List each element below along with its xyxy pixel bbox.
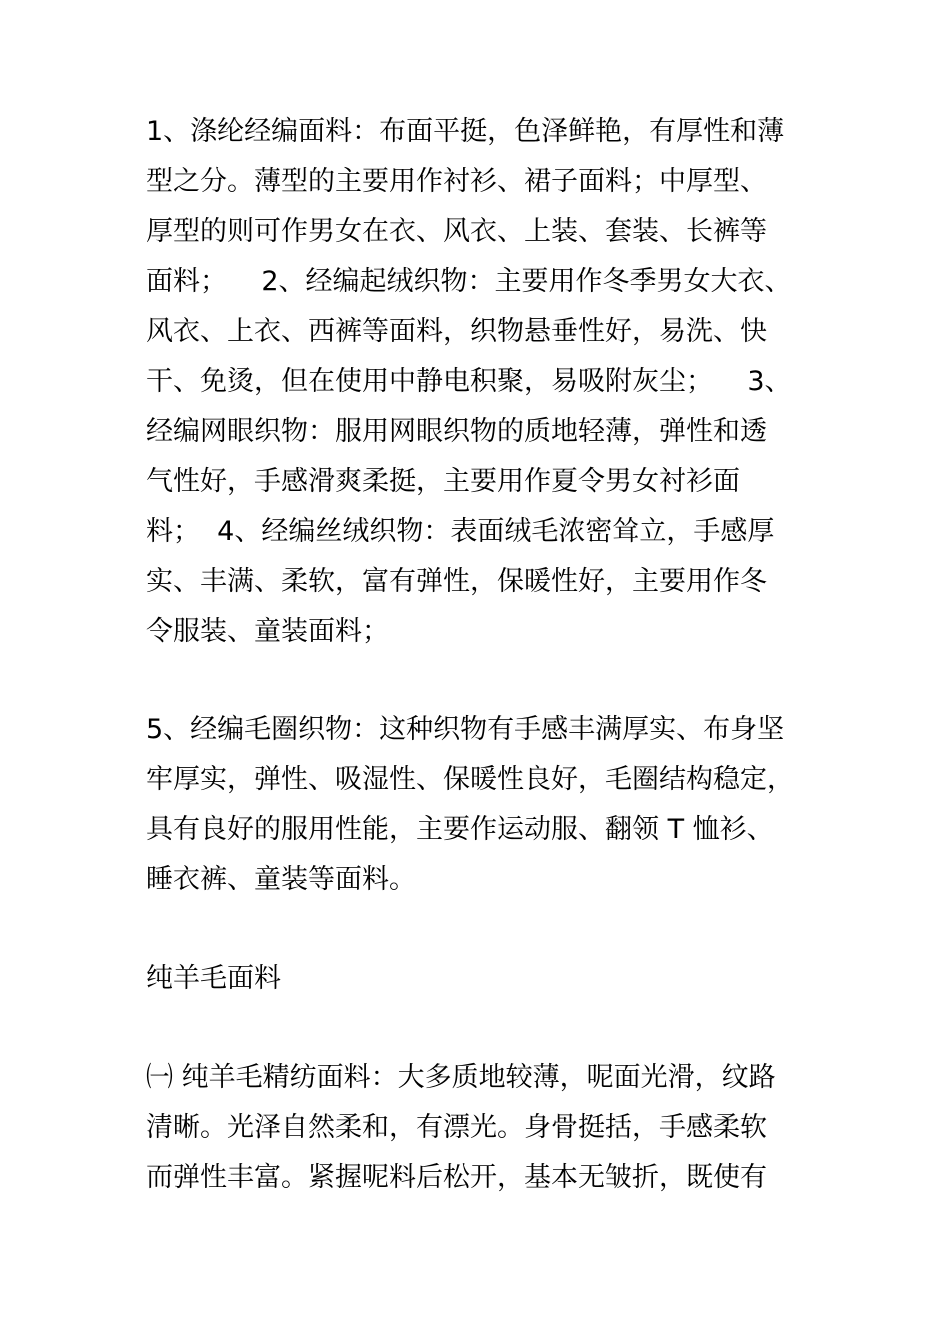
text-line: 干、免烫，但在使用中静电积聚，易吸附灰尘； 3、 [146,366,792,397]
text-line: 经编网眼织物：服用网眼织物的质地轻薄，弹性和透 [146,416,767,447]
text-line: 料； 4、经编丝绒织物：表面绒毛浓密耸立，手感厚 [146,516,775,547]
text-line: 风衣、上衣、西裤等面料，织物悬垂性好，易洗、快 [146,316,767,347]
text-line: 而弹性丰富。紧握呢料后松开，基本无皱折，既使有 [146,1162,767,1193]
text-line: 清晰。光泽自然柔和，有漂光。身骨挺括，手感柔软 [146,1112,767,1143]
text-line: ㈠ 纯羊毛精纺面料：大多质地较薄，呢面光滑，纹路 [146,1062,776,1093]
text-line: 牢厚实，弹性、吸湿性、保暖性良好，毛圈结构稳定， [146,764,794,795]
text-line: 厚型的则可作男女在衣、风衣、上装、套装、长裤等 [146,216,767,247]
text-line: 气性好，手感滑爽柔挺，主要用作夏令男女衬衫面 [146,466,740,497]
text-line: 具有良好的服用性能，主要作运动服、翻领 T 恤衫、 [146,814,774,845]
text-line: 实、丰满、柔软，富有弹性，保暖性好，主要用作冬 [146,566,767,597]
text-line: 睡衣裤、童装等面料。 [146,864,416,895]
text-line: 面料； 2、经编起绒织物：主要用作冬季男女大衣、 [146,266,792,297]
text-line: 1、涤纶经编面料：布面平挺，色泽鲜艳，有厚性和薄 [146,116,785,147]
text-line: 令服装、童装面料； [146,616,389,647]
text-line: 型之分。薄型的主要用作衬衫、裙子面料；中厚型、 [146,166,767,197]
section-heading: 纯羊毛面料 [146,963,281,994]
text-line: 5、经编毛圈织物：这种织物有手感丰满厚实、布身坚 [146,714,785,745]
